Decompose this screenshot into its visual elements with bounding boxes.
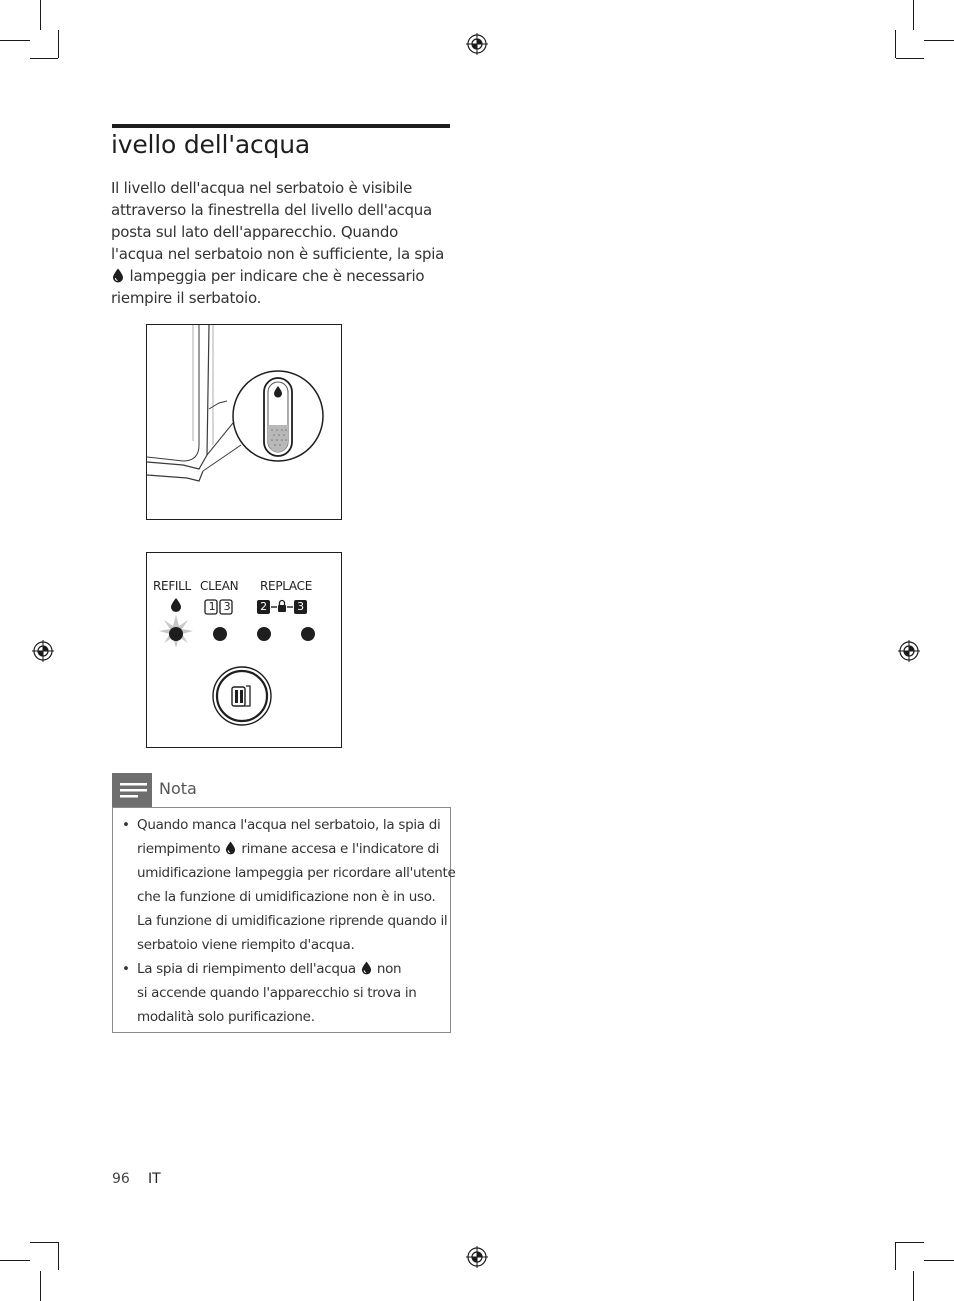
note-line: La funzione di umidificazione riprende quando il xyxy=(137,913,448,929)
bullet: • xyxy=(122,817,130,833)
crop-mark xyxy=(924,1260,954,1261)
intro-line-with-icon xyxy=(111,265,456,287)
registration-mark-icon xyxy=(466,33,488,55)
appliance-side-drawing xyxy=(147,325,341,519)
refill-indicator-light xyxy=(169,627,183,641)
crop-mark xyxy=(30,1242,58,1243)
crop-mark xyxy=(30,58,58,59)
note-line: riempimento rimane accesa e l'indicatore di xyxy=(137,841,440,857)
crop-mark xyxy=(896,58,924,59)
language-code: IT xyxy=(148,1171,161,1187)
crop-mark xyxy=(895,1242,896,1270)
note-line: umidificazione lampeggia per ricordare all'utente xyxy=(137,865,456,881)
registration-mark-icon xyxy=(898,640,920,662)
note-line: si accende quando l'apparecchio si trova in xyxy=(137,985,417,1001)
crop-mark xyxy=(40,0,41,30)
replace-label: REPLACE xyxy=(260,579,312,593)
bullet: • xyxy=(122,961,130,977)
replace-badge-number: 3 xyxy=(297,600,304,613)
note-line: serbatoio viene riempito d'acqua. xyxy=(137,937,355,953)
intro-paragraph xyxy=(111,177,456,309)
clean-badge-number: 3 xyxy=(223,600,231,613)
page-number: 96 xyxy=(112,1171,130,1187)
control-panel-illustration xyxy=(146,552,342,748)
crop-mark xyxy=(895,30,896,58)
note-line: modalità solo purificazione. xyxy=(137,1009,315,1025)
refill-label: REFILL xyxy=(153,579,191,593)
crop-mark xyxy=(58,1242,59,1270)
note-line: che la funzione di umidificazione non è in uso. xyxy=(137,889,436,905)
crop-mark xyxy=(0,40,30,41)
intro-line: l'acqua nel serbatoio non è sufficiente, la spia xyxy=(111,245,445,263)
crop-mark xyxy=(40,1271,41,1301)
replace-indicator-light xyxy=(301,627,315,641)
water-drop-icon xyxy=(361,961,372,975)
clean-badge-number: 1 xyxy=(208,600,216,613)
water-drop-icon xyxy=(225,841,236,855)
water-level-illustration xyxy=(146,324,342,520)
crop-mark xyxy=(924,40,954,41)
clean-label: CLEAN xyxy=(200,579,239,593)
registration-mark-icon xyxy=(466,1246,488,1268)
note-icon xyxy=(112,773,152,807)
water-drop-icon xyxy=(112,268,124,283)
water-drop-icon xyxy=(171,598,181,612)
control-panel-graphics xyxy=(147,553,341,747)
intro-line: riempire il serbatoio. xyxy=(111,289,262,307)
intro-line: attraverso la finestrella del livello dell'acqua xyxy=(111,201,432,219)
replace-badge-number: 2 xyxy=(260,600,267,613)
crop-mark xyxy=(913,1271,914,1301)
crop-mark xyxy=(913,0,914,30)
clean-indicator-light xyxy=(213,627,227,641)
note-item: • Quando manca l'acqua nel serbatoio, la spia di xyxy=(120,813,450,837)
lock-icon xyxy=(278,605,286,612)
crop-mark xyxy=(896,1242,924,1243)
registration-mark-icon xyxy=(32,640,54,662)
note-content xyxy=(120,813,456,1029)
crop-mark xyxy=(0,1260,30,1261)
intro-line: Il livello dell'acqua nel serbatoio è visibile xyxy=(111,179,413,197)
section-rule xyxy=(112,124,450,128)
section-title: ivello dell'acqua xyxy=(111,130,310,159)
intro-line: lampeggia per indicare che è necessario xyxy=(129,267,425,285)
note-label: Nota xyxy=(159,779,197,798)
intro-line: posta sul lato dell'apparecchio. Quando xyxy=(111,223,399,241)
note-item: • La spia di riempimento dell'acqua non xyxy=(120,957,450,981)
crop-mark xyxy=(58,30,59,58)
replace-indicator-light xyxy=(257,627,271,641)
